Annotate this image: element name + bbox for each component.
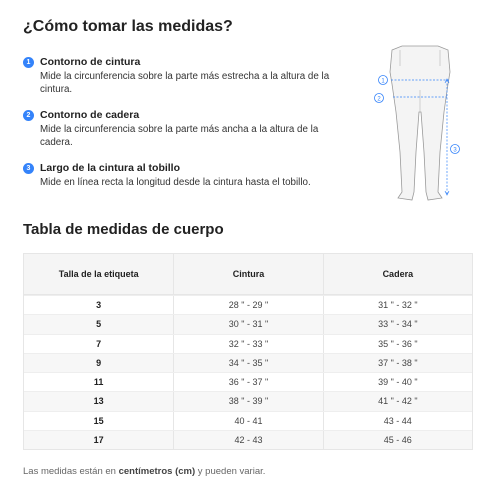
- cell-waist: 42 - 43: [173, 431, 322, 449]
- step-hip: [23, 109, 343, 149]
- marker-3: 3: [453, 147, 457, 154]
- footnote-pre: Las medidas están en: [23, 466, 119, 477]
- step-description: Mide la circunferencia sobre la parte más ancha a la altura de la cadera.: [40, 124, 319, 148]
- table-body: [24, 295, 472, 449]
- units-footnote: [23, 466, 265, 477]
- step-title: Largo de la cintura al tobillo: [40, 162, 181, 174]
- step-description: Mide en línea recta la longitud desde la cintura hasta el tobillo.: [40, 177, 311, 188]
- cell-hip: 45 - 46: [323, 431, 472, 449]
- size-table: [23, 253, 473, 450]
- step-description: Mide la circunferencia sobre la parte más estrecha a la altura de la cintura.: [40, 71, 330, 95]
- step-number-badge: 1: [23, 57, 34, 68]
- header-waist: Cintura: [173, 254, 322, 295]
- cell-waist: 30 " - 31 ": [173, 315, 322, 333]
- cell-hip: 33 " - 34 ": [323, 315, 472, 333]
- step-waist: [23, 56, 343, 96]
- cell-hip: 41 " - 42 ": [323, 392, 472, 410]
- step-number-badge: 3: [23, 163, 34, 174]
- cell-size: 3: [96, 300, 102, 310]
- cell-size: 5: [96, 319, 102, 330]
- footnote-post: y pueden variar.: [195, 466, 266, 477]
- table-row: [24, 391, 472, 410]
- cell-waist: 40 - 41: [173, 412, 322, 430]
- step-length: [23, 162, 343, 190]
- cell-waist: 36 " - 37 ": [173, 373, 322, 391]
- table-title: Tabla de medidas de cuerpo: [23, 221, 224, 238]
- cell-waist: 28 " - 29 ": [173, 296, 322, 314]
- cell-hip: 39 " - 40 ": [323, 373, 472, 391]
- header-size: Talla de la etiqueta: [58, 269, 139, 279]
- step-title: Contorno de cintura: [40, 56, 141, 68]
- cell-size: 17: [93, 435, 104, 446]
- table-row: [24, 353, 472, 372]
- cell-waist: 34 " - 35 ": [173, 354, 322, 372]
- cell-size: 13: [93, 396, 104, 407]
- cell-waist: 38 " - 39 ": [173, 392, 322, 410]
- marker-1: 1: [381, 78, 385, 85]
- body-measure-illustration: [370, 42, 470, 212]
- table-row: [24, 295, 472, 314]
- step-number-badge: 2: [23, 110, 34, 121]
- table-header: [24, 254, 472, 295]
- cell-size: 7: [96, 338, 102, 349]
- marker-2: 2: [377, 96, 381, 103]
- cell-size: 9: [96, 357, 102, 368]
- cell-size: 11: [93, 377, 104, 388]
- cell-hip: 43 - 44: [323, 412, 472, 430]
- measure-steps: [23, 56, 343, 203]
- table-row: [24, 430, 472, 449]
- cell-waist: 32 " - 33 ": [173, 335, 322, 353]
- table-row: [24, 314, 472, 333]
- cell-hip: 35 " - 36 ": [323, 335, 472, 353]
- table-row: [24, 334, 472, 353]
- cell-hip: 37 " - 38 ": [323, 354, 472, 372]
- table-row: [24, 372, 472, 391]
- header-hip: Cadera: [323, 254, 472, 295]
- measure-title: ¿Cómo tomar las medidas?: [23, 18, 233, 35]
- table-row: [24, 411, 472, 430]
- footnote-units: centímetros (cm): [118, 466, 196, 477]
- cell-size: 15: [93, 415, 104, 426]
- cell-hip: 31 " - 32 ": [323, 296, 472, 314]
- body-silhouette: [390, 46, 450, 200]
- step-title: Contorno de cadera: [40, 109, 140, 121]
